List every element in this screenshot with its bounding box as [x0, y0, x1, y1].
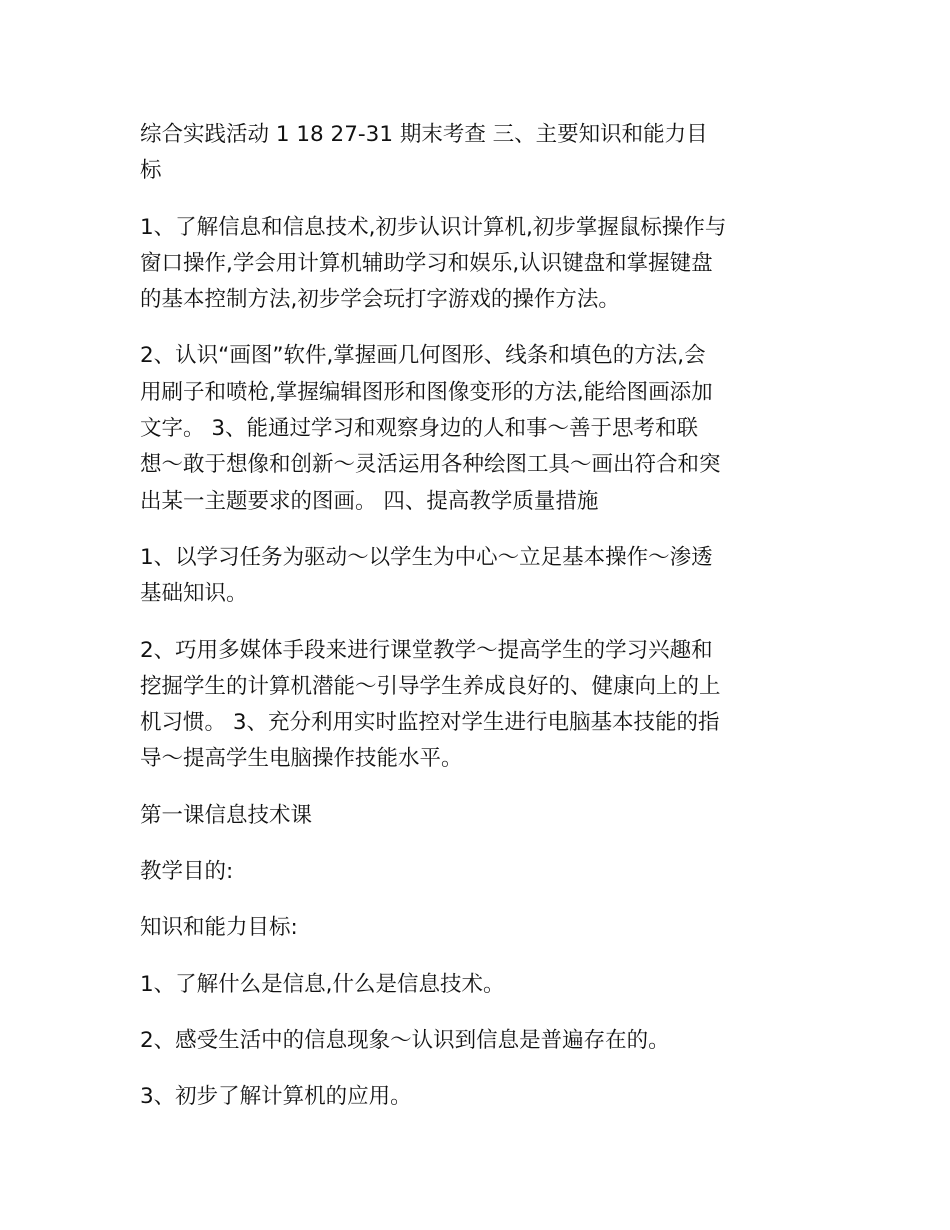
text-line: 出某一主题要求的图画。 四、提高教学质量措施	[140, 488, 599, 514]
text-line: 基础知识。	[140, 581, 248, 607]
paragraph	[140, 540, 840, 613]
paragraph	[140, 117, 840, 190]
paragraph	[140, 1023, 840, 1059]
text-line: 教学目的:	[140, 859, 234, 885]
paragraph	[140, 1079, 840, 1115]
paragraph	[140, 338, 840, 519]
text-line: 综合实践活动 1 18 27-31 期末考查 三、主要知识和能力目	[140, 122, 708, 147]
paragraph	[140, 967, 840, 1003]
text-line: 窗口操作,学会用计算机辅助学习和娱乐,认识键盘和掌握键盘	[140, 250, 713, 276]
text-line: 2、认识“画图”软件,掌握画几何图形、线条和填色的方法,会	[140, 343, 706, 369]
text-line: 2、巧用多媒体手段来进行课堂教学～提高学生的学习兴趣和	[140, 637, 713, 663]
paragraph	[140, 210, 840, 319]
text-line: 知识和能力目标:	[140, 915, 298, 941]
paragraph	[140, 854, 840, 890]
paragraph	[140, 633, 840, 778]
text-line: 1、了解信息和信息技术,初步认识计算机,初步掌握鼠标操作与	[140, 214, 727, 240]
text-line: 导～提高学生电脑操作技能水平。	[140, 746, 463, 772]
text-line: 第一课信息技术课	[140, 802, 313, 828]
paragraph	[140, 910, 840, 946]
text-line: 1、了解什么是信息,什么是信息技术。	[140, 971, 505, 997]
text-line: 挖掘学生的计算机潜能～引导学生养成良好的、健康向上的上	[140, 673, 721, 699]
text-line: 3、初步了解计算机的应用。	[140, 1084, 412, 1110]
text-line: 1、以学习任务为驱动～以学生为中心～立足基本操作～渗透	[140, 544, 713, 570]
text-line: 文字。 3、能通过学习和观察身边的人和事～善于思考和联	[140, 416, 699, 442]
paragraph	[140, 798, 840, 834]
text-line: 用刷子和喷枪,掌握编辑图形和图像变形的方法,能给图画添加	[140, 379, 713, 405]
text-line: 2、感受生活中的信息现象～认识到信息是普遍存在的。	[140, 1027, 670, 1053]
text-line: 机习惯。 3、充分利用实时监控对学生进行电脑基本技能的指	[140, 710, 720, 736]
document-body	[140, 117, 840, 1136]
text-line: 的基本控制方法,初步学会玩打字游戏的操作方法。	[140, 287, 620, 313]
text-line: 想～敢于想像和创新～灵活运用各种绘图工具～画出符合和突	[140, 452, 721, 478]
text-line: 标	[140, 158, 162, 184]
